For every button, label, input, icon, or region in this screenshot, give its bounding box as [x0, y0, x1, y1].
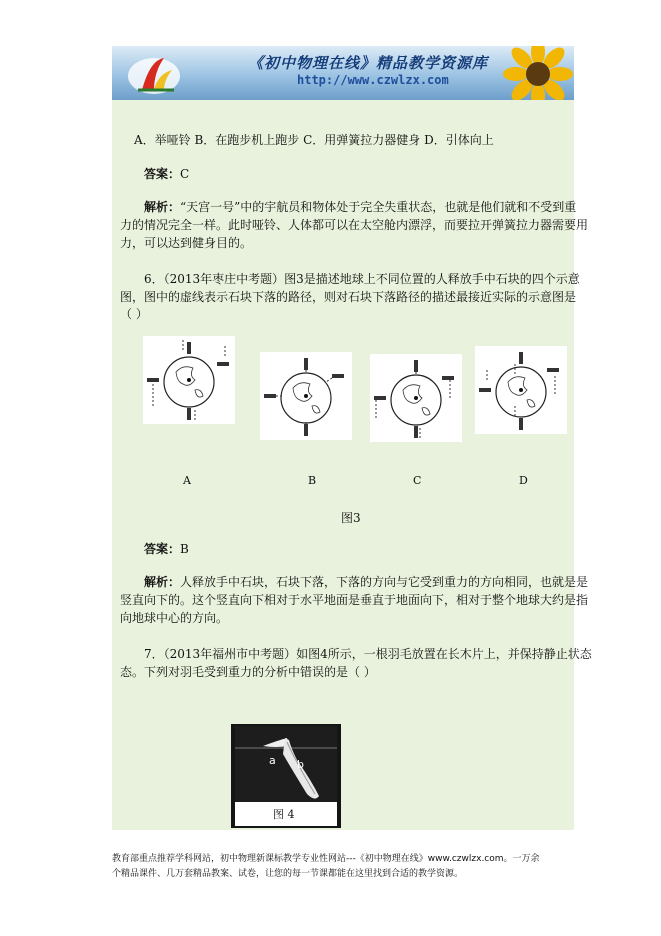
answer-label: 答案：	[144, 167, 181, 181]
q6-stem-line-2: 图，图中的虚线表示石块下落的路径，则对石块下落路径的描述最接近实际的示意图是	[120, 290, 577, 304]
figure-4-photo	[231, 724, 341, 828]
q7-stem-line-2: 态。下列对羽毛受到重力的分析中错误的是（ ）	[120, 665, 376, 679]
q6-stem-line-1: 6．（2013年枣庄中考题）图3是描述地球上不同位置的人释放手中石块的四个示意	[144, 272, 580, 286]
figure-3d-globe	[475, 346, 567, 434]
q7-stem-line-1: 7．（2013年福州市中考题）如图4所示，一根羽毛放置在长木片上，并保持静止状态	[144, 647, 592, 661]
answer-value: B	[180, 542, 189, 556]
q6-explain-line-2: 竖直向下的。这个竖直向下相对于水平地面是垂直于地面向下，相对于整个地球大约是指	[120, 593, 589, 607]
q5-explain-line-3: 力，可以达到健身目的。	[120, 236, 253, 250]
figure-4-caption: 图 4	[273, 808, 295, 821]
figure-3-label-d: D	[519, 474, 528, 487]
figure-3-label-c: C	[413, 474, 422, 487]
header-banner	[112, 46, 574, 100]
figure-3a-globe	[143, 336, 235, 424]
footer-line-1: 教育部重点推荐学科网站，初中物理新课标教学专业性网站---《初中物理在线》www.czwlzx.com。一万余	[112, 854, 540, 864]
figure-3b-globe	[260, 352, 352, 440]
figure-3c-globe	[370, 354, 462, 442]
q5-explain-line-1: 解析：“天宫一号”中的宇航员和物体处于完全失重状态，也就是他们就和不受到重	[144, 200, 577, 214]
q6-answer	[144, 541, 189, 558]
footer-line-2: 个精品课件、几万套精品教案、试卷，让您的每一节课都能在这里找到合适的教学资源。	[112, 869, 464, 879]
figure-3-label-a: A	[183, 474, 191, 487]
q5-answer	[144, 166, 189, 183]
answer-value: C	[180, 167, 190, 181]
page-content	[112, 100, 592, 830]
answer-label: 答案：	[144, 542, 181, 556]
figure-3-label-b: B	[308, 474, 317, 487]
figure-4-point-b: b	[297, 758, 304, 771]
q6-explain-line-1: 解析：人释放手中石块，石块下落，下落的方向与它受到重力的方向相同，也就是是	[144, 575, 589, 589]
sunflower-icon	[494, 46, 574, 100]
figure-4-point-a: a	[269, 754, 276, 767]
banner-url: http://www.czwlzx.com	[297, 73, 449, 87]
q5-options: A．举哑铃 B．在跑步机上跑步 C．用弹簧拉力器健身 D．引体向上	[134, 133, 494, 147]
q6-explain-line-3: 向地球中心的方向。	[120, 611, 229, 625]
banner-title: 《初中物理在线》精品教学资源库	[248, 54, 489, 72]
q6-stem-line-3: （ ）	[120, 307, 148, 321]
explain-label: 解析：	[144, 200, 181, 214]
explain-label: 解析：	[144, 575, 181, 589]
q5-explain-line-2: 力的情况完全一样。此时哑铃、人体都可以在太空舱内漂浮，而要拉开弹簧拉力器需要用	[120, 218, 589, 232]
figure-3-caption: 图3	[341, 511, 361, 525]
logo-icon	[124, 50, 184, 98]
page-footer	[112, 852, 582, 882]
